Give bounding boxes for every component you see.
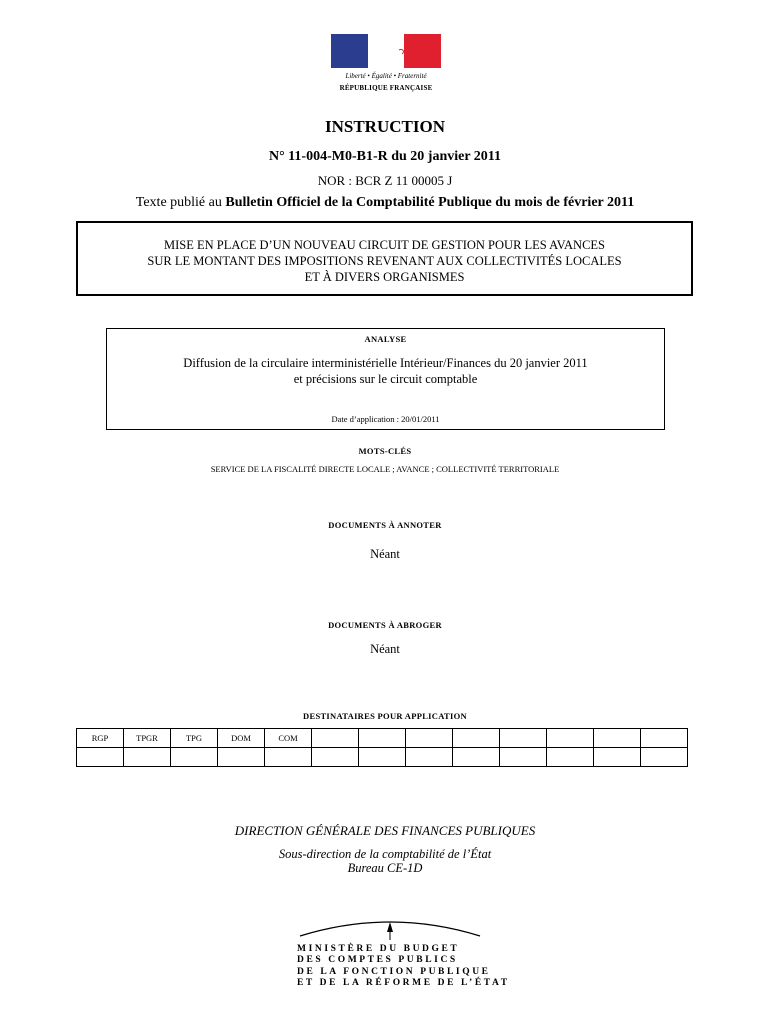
recipient-cell: TPG [171, 729, 218, 748]
subject-line: SUR LE MONTANT DES IMPOSITIONS REVENANT AUX COLLECTIVITÉS LOCALES [147, 254, 622, 268]
analyse-box [106, 328, 665, 430]
subject-line: ET À DIVERS ORGANISMES [304, 270, 465, 284]
keywords-heading: MOTS-CLÉS [358, 446, 412, 456]
republic-label: RÉPUBLIQUE FRANÇAISE [339, 84, 433, 92]
recipient-cell: COM [265, 729, 312, 748]
ministry-name [297, 944, 510, 989]
recipient-cell [406, 729, 453, 748]
ministry-emblem-icon [290, 916, 490, 946]
ministry-line: DE LA FONCTION PUBLIQUE [297, 966, 491, 977]
abrogate-value: Néant [370, 642, 400, 656]
ministry-line: ET DE LA RÉFORME DE L’ÉTAT [297, 977, 510, 988]
annotate-value: Néant [370, 547, 400, 561]
publication-line [0, 195, 770, 211]
direction-name: DIRECTION GÉNÉRALE DES FINANCES PUBLIQUES [234, 823, 536, 838]
analyse-line: et précisions sur le circuit comptable [293, 372, 478, 386]
recipient-cell [359, 729, 406, 748]
sub-direction: Sous-direction de la comptabilité de l’État [278, 847, 492, 861]
recipient-cell [312, 729, 359, 748]
ministry-line: DES COMPTES PUBLICS [297, 955, 458, 966]
abrogate-heading: DOCUMENTS À ABROGER [328, 620, 442, 630]
publication-prefix: Texte publié au [135, 195, 226, 210]
recipients-table [76, 728, 688, 767]
motto: Liberté • Égalité • Fraternité [345, 72, 427, 80]
bureau: Bureau CE-1D [347, 861, 423, 875]
keywords-text: SERVICE DE LA FISCALITÉ DIRECTE LOCALE ; AVANCE ; COLLECTIVITÉ TERRITORIALE [210, 464, 560, 474]
recipient-cell [547, 729, 594, 748]
ministry-line: MINISTÈRE DU BUDGET [297, 944, 460, 954]
recipients-empty-row [77, 748, 688, 767]
recipient-cell: DOM [218, 729, 265, 748]
subject-line: MISE EN PLACE D’UN NOUVEAU CIRCUIT DE GESTION POUR LES AVANCES [164, 238, 605, 252]
document-title: INSTRUCTION [325, 117, 445, 136]
recipient-cell: RGP [77, 729, 124, 748]
subject-box [76, 221, 693, 296]
analyse-heading: ANALYSE [364, 334, 407, 344]
recipient-cell [641, 729, 688, 748]
recipient-cell [594, 729, 641, 748]
recipient-cell [500, 729, 547, 748]
application-date: Date d’application : 20/01/2011 [331, 414, 440, 424]
marianne-flag-icon [331, 34, 441, 68]
analyse-line: Diffusion de la circulaire interministérielle Intérieur/Finances du 20 janvier 2011 [183, 356, 588, 370]
publication-bulletin: Bulletin Officiel de la Comptabilité Publique du mois de février 2011 [225, 195, 635, 210]
recipient-cell [453, 729, 500, 748]
recipients-heading: DESTINATAIRES POUR APPLICATION [303, 711, 467, 721]
instruction-number: N° 11-004-M0-B1-R du 20 janvier 2011 [268, 149, 502, 164]
annotate-heading: DOCUMENTS À ANNOTER [328, 520, 442, 530]
recipient-cell: TPGR [124, 729, 171, 748]
recipients-header-row [77, 729, 688, 748]
republique-francaise-logo [331, 34, 441, 96]
nor-reference: NOR : BCR Z 11 00005 J [317, 173, 453, 188]
